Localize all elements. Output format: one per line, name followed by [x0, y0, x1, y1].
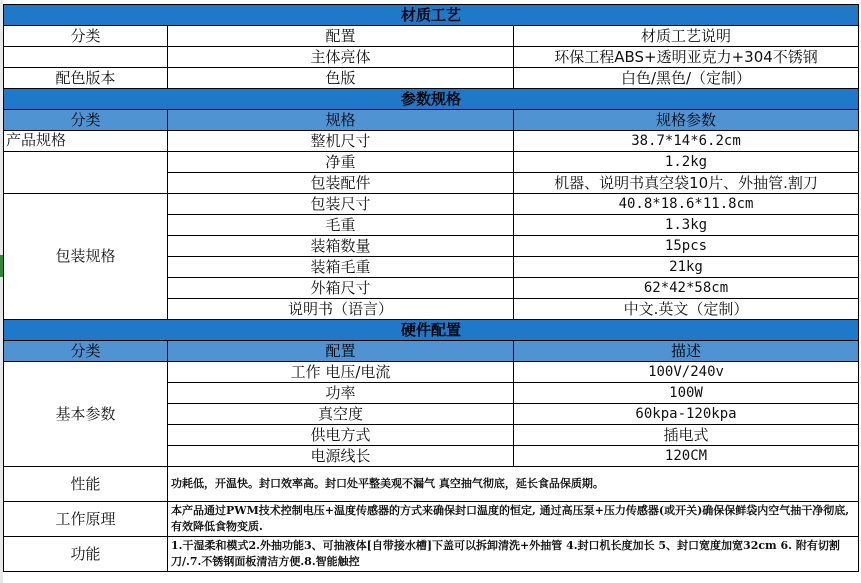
cell[interactable]: 1.3kg: [514, 215, 859, 236]
cell[interactable]: 插电式: [514, 425, 859, 446]
cell[interactable]: 100W: [514, 383, 859, 404]
cell[interactable]: 色版: [168, 68, 514, 89]
cell[interactable]: 1.2kg: [514, 152, 859, 173]
cell[interactable]: 21kg: [514, 257, 859, 278]
spec-table: [3, 4, 859, 572]
group-label-package[interactable]: 包装规格: [4, 194, 168, 320]
group-label-basic[interactable]: 基本参数: [4, 362, 168, 467]
section-title-material[interactable]: 材质工艺: [4, 5, 859, 26]
cell[interactable]: 供电方式: [168, 425, 514, 446]
header-cell[interactable]: 规格: [168, 110, 514, 131]
cell[interactable]: [4, 173, 168, 194]
cell[interactable]: 净重: [168, 152, 514, 173]
header-row: [4, 341, 859, 362]
section-title-row: [4, 5, 859, 26]
cell[interactable]: 配色版本: [4, 68, 168, 89]
table-row: [4, 467, 859, 502]
cell[interactable]: 电源线长: [168, 446, 514, 467]
text-principle[interactable]: 本产品通过PWM技术控制电压+温度传感器的方式来确保封口温度的恒定, 通过高压泵+压力传感器(或开关)确保保鲜袋内空气抽干净彻底,有效降低食物变质.: [168, 502, 859, 537]
header-cell[interactable]: 规格参数: [514, 110, 859, 131]
section-title-hardware[interactable]: 硬件配置: [4, 320, 859, 341]
label-performance[interactable]: 性能: [4, 467, 168, 502]
table-row: [4, 194, 859, 215]
cell[interactable]: 包装尺寸: [168, 194, 514, 215]
cell[interactable]: 毛重: [168, 215, 514, 236]
table-row: [4, 152, 859, 173]
cell[interactable]: 真空度: [168, 404, 514, 425]
cell[interactable]: 机器、说明书真空袋10片、外抽管.割刀: [514, 173, 859, 194]
cell[interactable]: 主体亮体: [168, 47, 514, 68]
table-row: [4, 131, 859, 152]
cell[interactable]: 40.8*18.6*11.8cm: [514, 194, 859, 215]
cell[interactable]: 材质工艺说明: [514, 26, 859, 47]
table-row: [4, 26, 859, 47]
section-title-params[interactable]: 参数规格: [4, 89, 859, 110]
table-row: [4, 502, 859, 537]
cell[interactable]: 装箱数量: [168, 236, 514, 257]
cell[interactable]: 分类: [4, 26, 168, 47]
cell[interactable]: 中文.英文（定制）: [514, 299, 859, 320]
cell[interactable]: 白色/黑色/（定制）: [514, 68, 859, 89]
cell[interactable]: [4, 47, 168, 68]
header-cell[interactable]: 分类: [4, 110, 168, 131]
cell[interactable]: 整机尺寸: [168, 131, 514, 152]
cell[interactable]: 环保工程ABS+透明亚克力+304不锈钢: [514, 47, 859, 68]
header-cell[interactable]: 配置: [168, 341, 514, 362]
cell[interactable]: 60kpa-120kpa: [514, 404, 859, 425]
table-row: [4, 362, 859, 383]
table-row: [4, 537, 859, 572]
table-row: [4, 68, 859, 89]
section-title-row: [4, 89, 859, 110]
cell[interactable]: 38.7*14*6.2cm: [514, 131, 859, 152]
cell[interactable]: 配置: [168, 26, 514, 47]
cell[interactable]: 功率: [168, 383, 514, 404]
cell[interactable]: 装箱毛重: [168, 257, 514, 278]
cell[interactable]: 外箱尺寸: [168, 278, 514, 299]
table-row: [4, 47, 859, 68]
cell[interactable]: 说明书（语言）: [168, 299, 514, 320]
cell[interactable]: 包装配件: [168, 173, 514, 194]
table-row: [4, 173, 859, 194]
cell[interactable]: 15pcs: [514, 236, 859, 257]
header-cell[interactable]: 描述: [514, 341, 859, 362]
header-cell[interactable]: 分类: [4, 341, 168, 362]
cell[interactable]: 120CM: [514, 446, 859, 467]
text-performance[interactable]: 功耗低，开温快。封口效率高。封口处平整美观不漏气 真空抽气彻底，延长食品保质期。: [168, 467, 859, 502]
section-title-row: [4, 320, 859, 341]
label-principle[interactable]: 工作原理: [4, 502, 168, 537]
cell[interactable]: 62*42*58cm: [514, 278, 859, 299]
text-function[interactable]: 1.干湿柔和模式2.外抽功能3、可抽液体[自带接水槽]下盖可以拆卸清洗+外抽管 4.封口机长度加长 5、封口宽度加宽32cm 6. 附有切割刀/.7.不锈钢面板清洁方便.8.智能触控: [168, 537, 859, 572]
cell[interactable]: [4, 152, 168, 173]
group-label-product[interactable]: 产品规格: [4, 131, 168, 152]
header-row: [4, 110, 859, 131]
label-function[interactable]: 功能: [4, 537, 168, 572]
cell[interactable]: 100V/240v: [514, 362, 859, 383]
cell[interactable]: 工作 电压/电流: [168, 362, 514, 383]
